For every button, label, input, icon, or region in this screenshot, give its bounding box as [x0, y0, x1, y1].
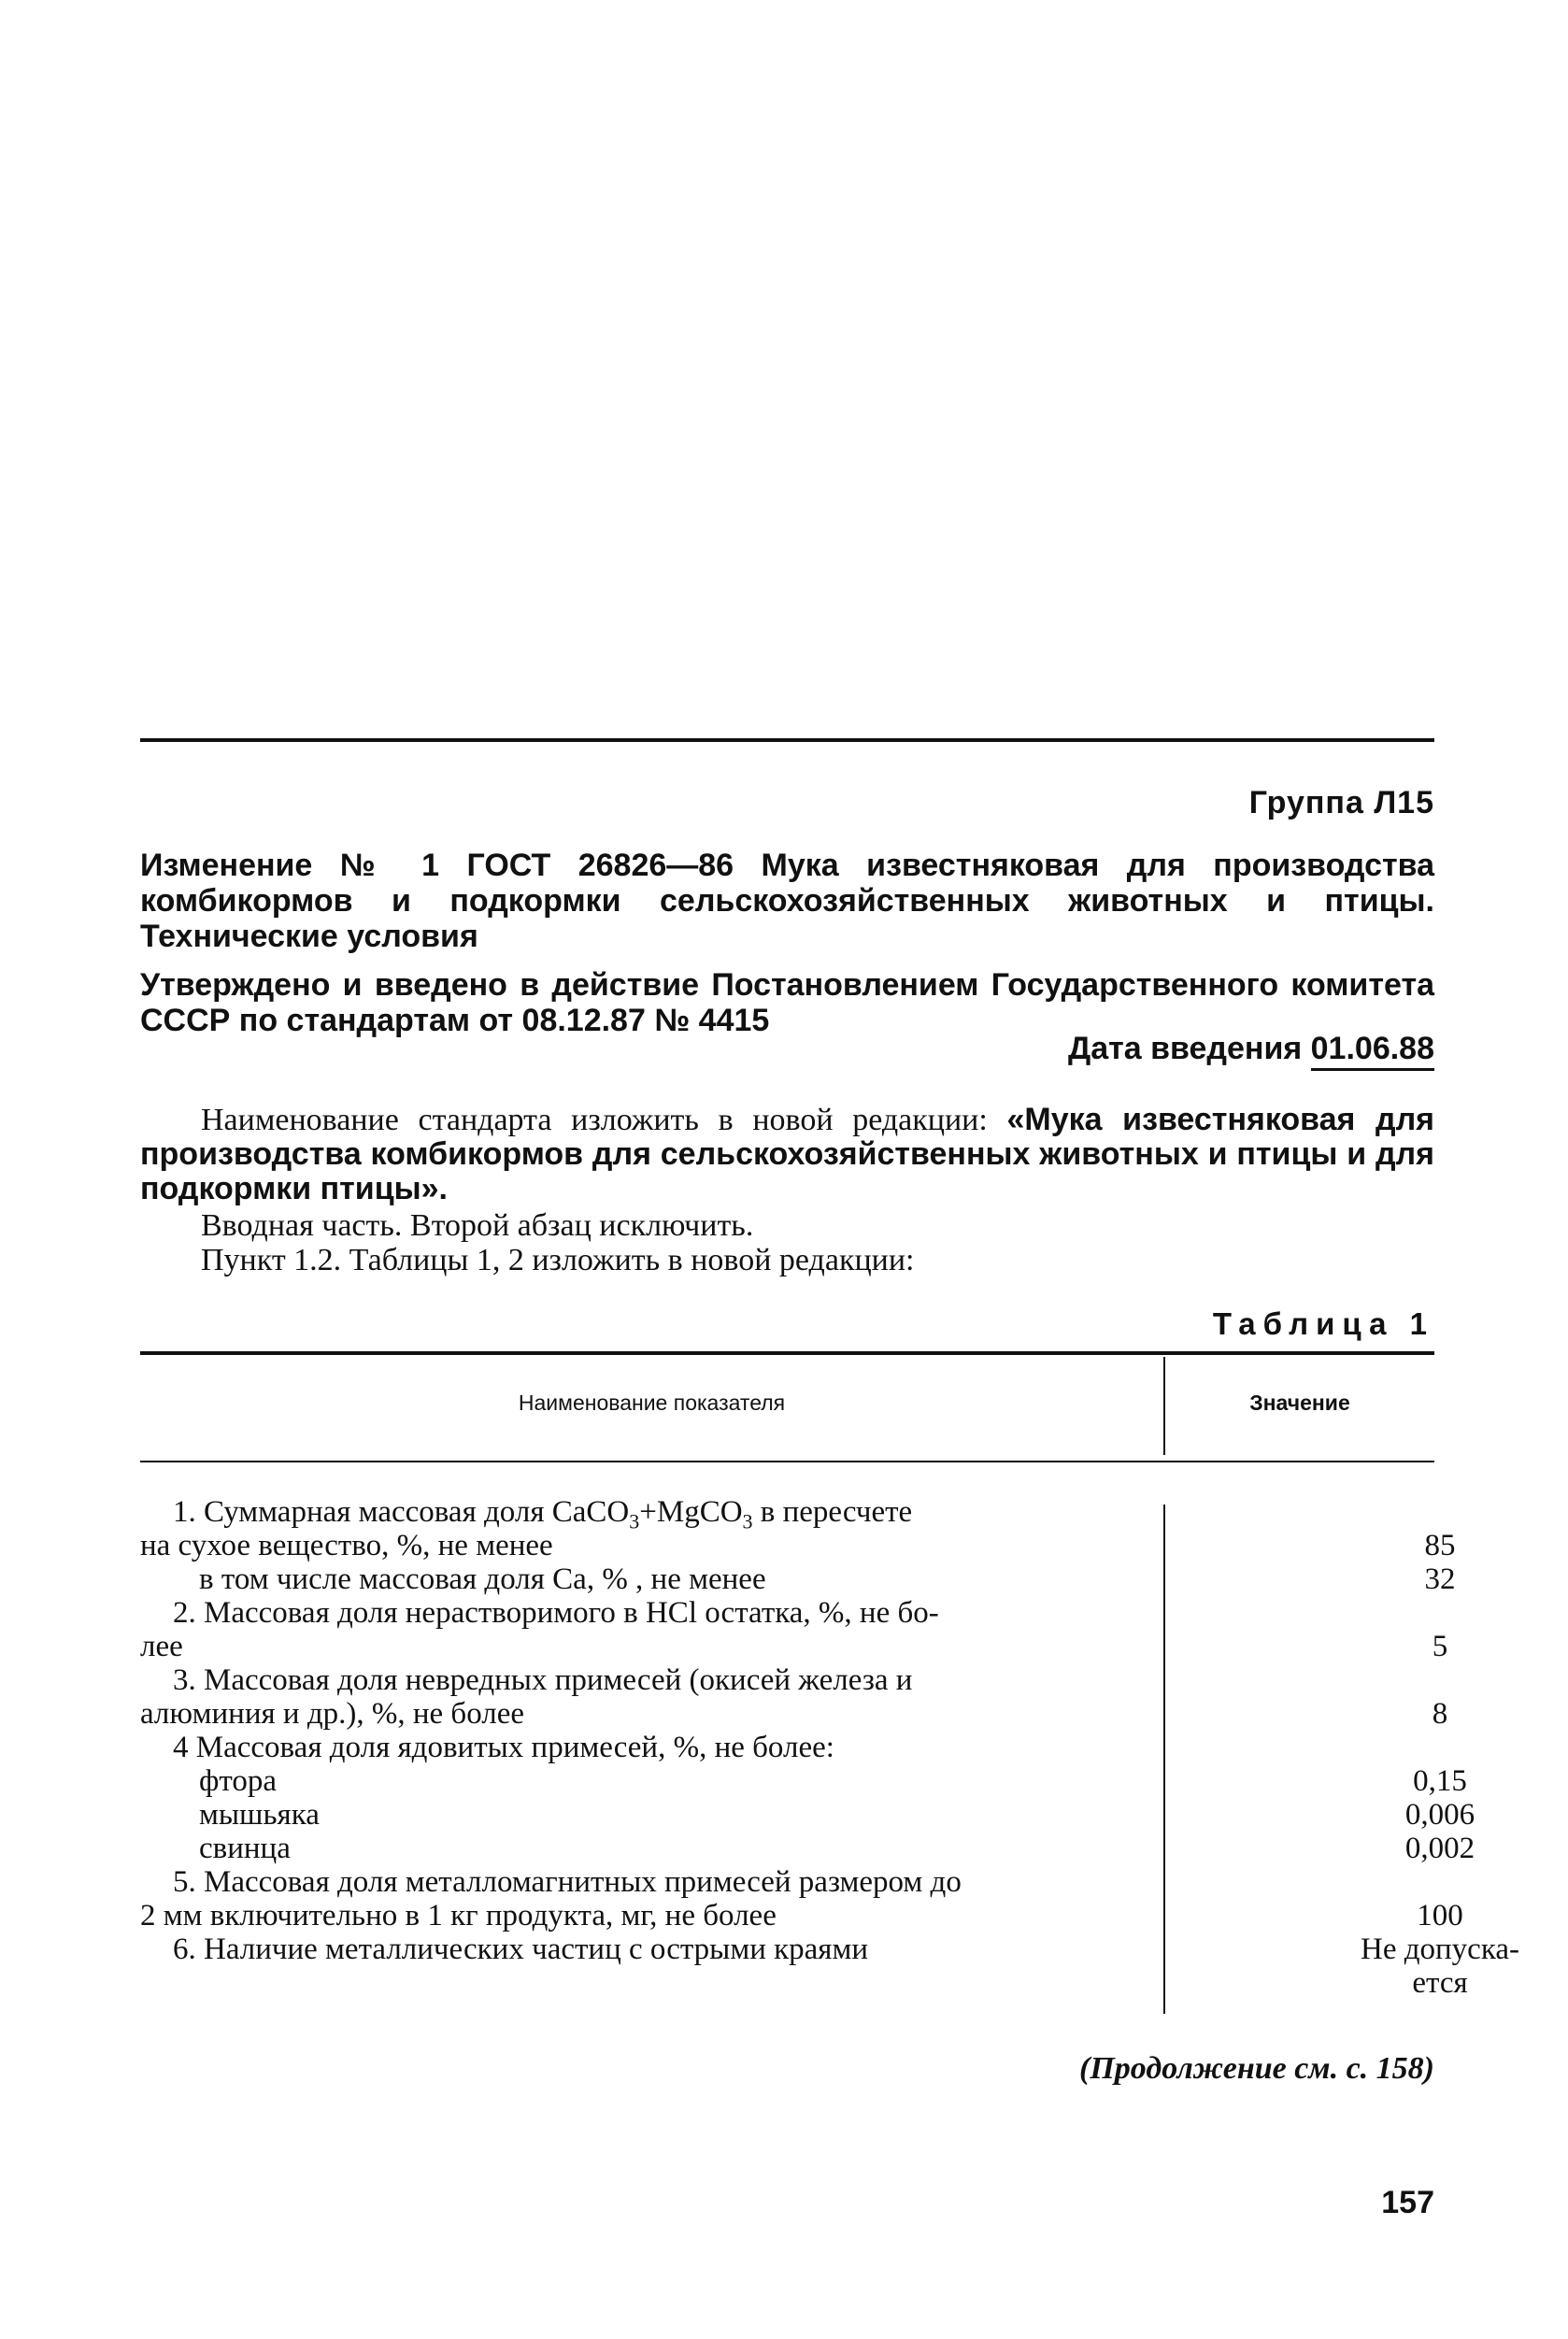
- row-label: 2. Массовая доля нерастворимого в HCl остатка, %, не бо-: [173, 1596, 939, 1630]
- row-label: на сухое вещество, %, не менее: [140, 1529, 553, 1562]
- row-label: 5. Массовая доля металломагнитных примесей размером до: [173, 1865, 962, 1899]
- row-label: свинца: [199, 1832, 291, 1865]
- row-label: мышьяка: [199, 1798, 320, 1832]
- table-caption: Таблица 1: [1212, 1306, 1434, 1341]
- page-number: 157: [1381, 2185, 1434, 2220]
- row-label: 4 Массовая доля ядовитых примесей, %, не более:: [173, 1731, 834, 1764]
- effective-date-value: 01.06.88: [1311, 1031, 1434, 1071]
- row-value: 100: [1417, 1899, 1463, 1933]
- amendment-heading: Изменение № 1 ГОСТ 26826—86 Мука известняковая для производства комбикормов и подкормки сельскохозяйственных животных и птицы. Технические условия: [140, 848, 1434, 954]
- intro-paragraph: Вводная часть. Второй абзац исключить.: [201, 1208, 754, 1243]
- effective-date-label: Дата введения: [1068, 1031, 1303, 1066]
- row-value: 85: [1424, 1529, 1456, 1562]
- row-label: 6. Наличие металлических частиц с острыми краями: [173, 1933, 869, 1966]
- row-value: 5: [1432, 1630, 1448, 1663]
- row-label: в том числе массовая доля Ca, % , не менее: [199, 1562, 766, 1596]
- row-label: 1. Суммарная массовая доля CaCO$_3$+MgCO$_3$ в пересчете: [173, 1495, 913, 1533]
- title-intro: Наименование стандарта изложить в новой редакции:: [201, 1103, 1007, 1137]
- row-label: алюминия и др.), %, не более: [140, 1697, 525, 1731]
- effective-date: [1068, 1031, 1434, 1067]
- row-value: 32: [1424, 1562, 1456, 1596]
- column-header-name: Наименование показателя: [518, 1391, 786, 1415]
- row-value: 0,006: [1404, 1798, 1475, 1832]
- row-label: фтора: [199, 1764, 278, 1798]
- row-label: 3. Массовая доля невредных примесей (окисей железа и: [173, 1663, 913, 1697]
- new-title: «Мука известняковая для производства комбикормов для сельскохозяйственных животных и птицы и для подкормки птицы».: [140, 1102, 1435, 1206]
- title-paragraph: [140, 1103, 1434, 1206]
- continuation-note: (Продолжение см. с. 158): [1079, 2051, 1434, 2086]
- approval-statement: Утверждено и введено в действие Постановлением Государственного комитета СССР по стандартам от 08.12.87 № 4415: [140, 967, 1434, 1038]
- column-header-value: Значение: [1249, 1391, 1350, 1415]
- table-top-rule: [140, 1351, 1434, 1355]
- row-value: Не допуска-: [1361, 1933, 1519, 1966]
- row-value: 8: [1432, 1697, 1448, 1731]
- item-paragraph: Пункт 1.2. Таблицы 1, 2 изложить в новой редакции:: [201, 1243, 915, 1277]
- row-label: лее: [140, 1630, 183, 1663]
- row-value: 0,002: [1404, 1832, 1475, 1865]
- row-value-continued: ется: [1412, 1966, 1468, 2000]
- group-label: Группа Л15: [1248, 785, 1434, 820]
- table-header-rule: [140, 1461, 1434, 1462]
- row-label: 2 мм включительно в 1 кг продукта, мг, не более: [140, 1899, 777, 1933]
- top-rule: [140, 738, 1434, 742]
- row-value: 0,15: [1413, 1764, 1467, 1798]
